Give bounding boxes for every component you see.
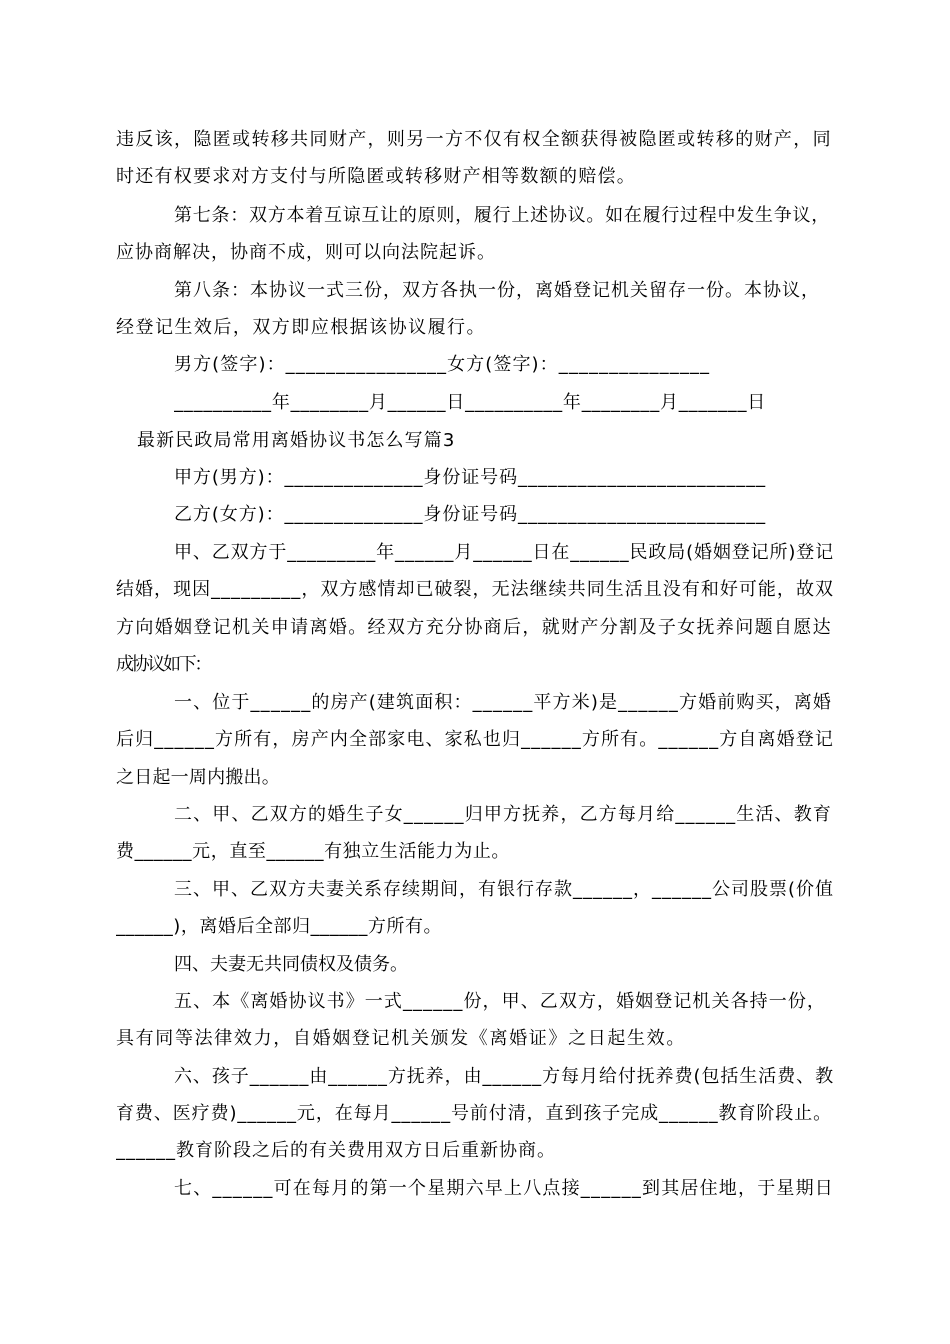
text-line: 后归______方所有，房产内全部家电、家私也归______方所有。______方自离婚登记: [116, 729, 834, 750]
section-heading: 最新民政局常用离婚协议书怎么写篇3: [137, 430, 455, 451]
text-line: 第七条：双方本着互谅互让的原则，履行上述协议。如在履行过程中发生争议，: [174, 205, 830, 226]
text-line: 之日起一周内搬出。: [116, 767, 280, 788]
text-line: 经登记生效后，双方即应根据该协议履行。: [116, 317, 486, 338]
signature-line: 男方(签字)：________________女方(签字)：_______________: [174, 354, 710, 375]
text-line: 甲、乙双方于_________年______月______日在______民政局(婚姻登记所)登记: [174, 542, 834, 563]
text-line: ______)，离婚后全部归______方所有。: [116, 916, 442, 937]
text-line: 结婚，现因_________，双方感情却已破裂，无法继续共同生活且没有和好可能，故双: [116, 579, 834, 600]
text-line: 三、甲、乙双方夫妻关系存续期间，有银行存款______，______公司股票(价值: [174, 879, 834, 900]
text-line: 二、甲、乙双方的婚生子女______归甲方抚养，乙方每月给______生活、教育: [174, 804, 832, 825]
text-line: 六、孩子______由______方抚养，由______方每月给付抚养费(包括生活费、教: [174, 1066, 834, 1087]
text-line: ______教育阶段之后的有关费用双方日后重新协商。: [116, 1140, 556, 1161]
text-line: 五、本《离婚协议书》一式______份，甲、乙双方，婚姻登记机关各持一份，: [174, 991, 826, 1012]
text-line: 甲方(男方)：______________身份证号码_________________________: [174, 467, 766, 488]
text-line: 具有同等法律效力，自婚姻登记机关颁发《离婚证》之日起生效。: [116, 1028, 686, 1049]
text-line: 一、位于______的房产(建筑面积：______平方米)是______方婚前购买，离婚: [174, 692, 832, 713]
text-line: 方向婚姻登记机关申请离婚。经双方充分协商后，就财产分割及子女抚养问题自愿达: [116, 617, 832, 638]
text-line: 费______元，直至______有独立生活能力为止。: [116, 841, 510, 862]
text-line: 应协商解决，协商不成，则可以向法院起诉。: [116, 242, 496, 263]
text-line: 第八条：本协议一式三份，双方各执一份，离婚登记机关留存一份。本协议，: [174, 280, 820, 301]
date-line: __________年________月______日__________年________月_______日: [174, 392, 766, 413]
text-line: 时还有权要求对方支付与所隐匿或转移财产相等数额的赔偿。: [116, 166, 636, 187]
text-line: 成协议如下：: [116, 654, 210, 675]
text-line: 违反该，隐匿或转移共同财产，则另一方不仅有权全额获得被隐匿或转移的财产，同: [116, 129, 832, 150]
text-line: 七、______可在每月的第一个星期六早上八点接______到其居住地，于星期日: [174, 1178, 834, 1199]
text-line: 乙方(女方)：______________身份证号码_________________________: [174, 504, 766, 525]
text-line: 四、夫妻无共同债权及债务。: [174, 954, 408, 975]
text-line: 育费、医疗费)______元，在每月______号前付清，直到孩子完成______教育阶段止。: [116, 1103, 832, 1124]
